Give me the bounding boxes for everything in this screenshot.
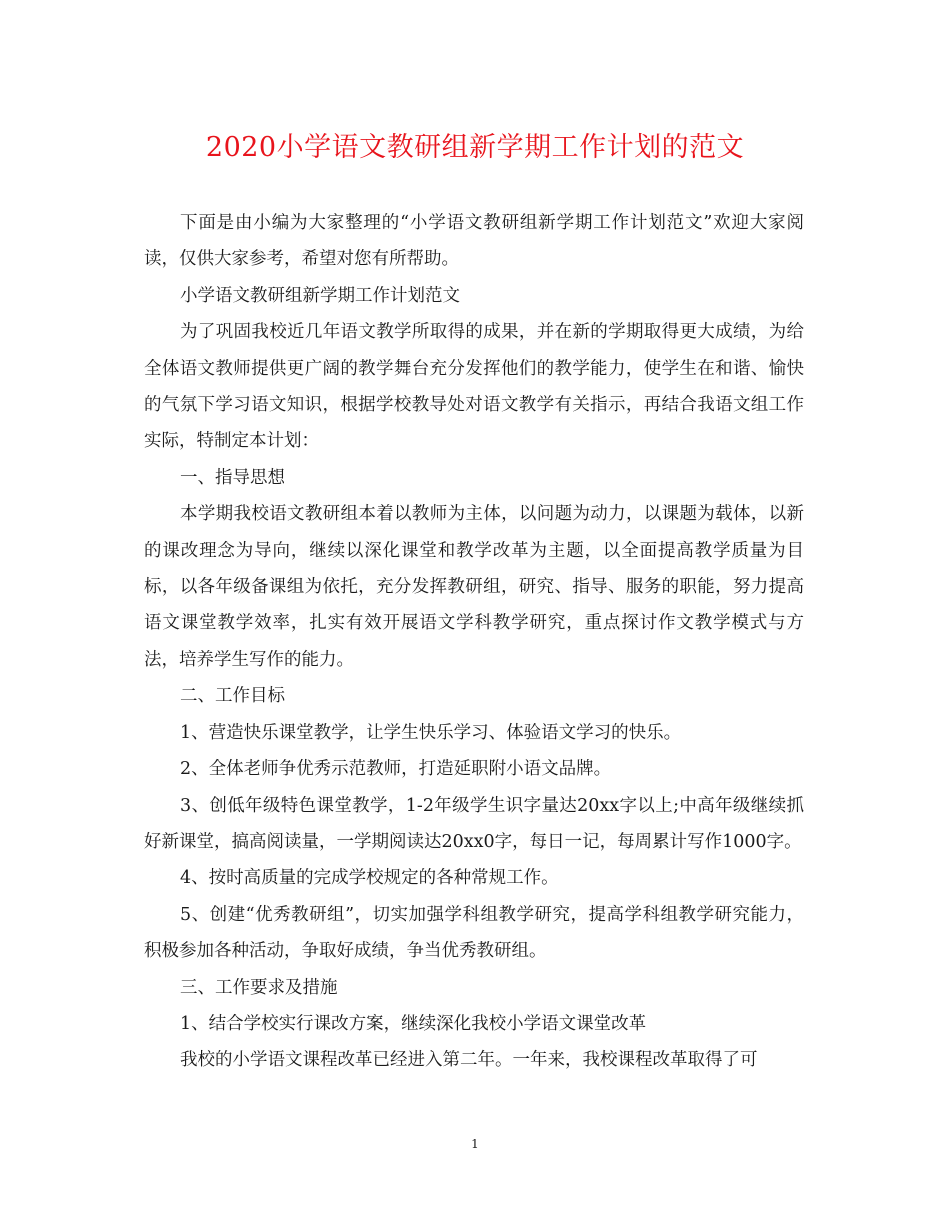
goal-item-4: 4、按时高质量的完成学校规定的各种常规工作。 xyxy=(180,868,559,889)
section-heading-work-goals: 二、工作目标 xyxy=(180,686,285,707)
requirement-item-1: 1、结合学校实行课改方案，继续深化我校小学语文课堂改革 xyxy=(180,1013,647,1034)
goal-item-1: 1、营造快乐课堂教学，让学生快乐学习、体验语文学习的快乐。 xyxy=(180,722,682,743)
page-number: 1 xyxy=(471,1137,479,1151)
section-heading-requirements: 三、工作要求及措施 xyxy=(180,977,338,998)
goal-item-3: 3、创低年级特色课堂教学，1-2年级学生识字量达20xx字以上;中高年级继续抓好新课堂，搞高阅读量，一学期阅读达20xx0字，每日一记，每周累计写作1000字。 xyxy=(144,795,804,852)
subtitle-paragraph: 小学语文教研组新学期工作计划范文 xyxy=(180,285,460,306)
goal-item-2: 2、全体老师争优秀示范教师，打造延职附小语文品牌。 xyxy=(180,759,612,780)
section-heading-guiding-ideology: 一、指导思想 xyxy=(180,467,285,488)
requirement-item-1-paragraph: 我校的小学语文课程改革已经进入第二年。一年来，我校课程改革取得了可 xyxy=(180,1050,758,1071)
document-body xyxy=(144,205,804,1079)
guiding-ideology-paragraph: 本学期我校语文教研组本着以教师为主体，以问题为动力，以课题为载体，以新的课改理念为导向，继续以深化课堂和教学改革为主题，以全面提高教学质量为目标，以各年级备课组为依托，充分发挥教研组，研究、指导、服务的职能，努力提高语文课堂教学效率，扎实有效开展语文学科教学研究，重点探讨作文教学模式与方法，培养学生写作的能力。 xyxy=(144,504,804,670)
goal-item-5: 5、创建“优秀教研组”，切实加强学科组教学研究，提高学科组教学研究能力，积极参加各种活动，争取好成绩，争当优秀教研组。 xyxy=(144,904,804,962)
preface-paragraph: 为了巩固我校近几年语文教学所取得的成果，并在新的学期取得更大成绩，为给全体语文教师提供更广阔的教学舞台充分发挥他们的教学能力，使学生在和谐、愉快的气氛下学习语文知识，根据学校教导处对语文教学有关指示，再结合我语文组工作实际，特制定本计划： xyxy=(144,322,804,452)
intro-paragraph: 下面是由小编为大家整理的“小学语文教研组新学期工作计划范文”欢迎大家阅读，仅供大家参考，希望对您有所帮助。 xyxy=(144,213,804,270)
document-title: 2020小学语文教研组新学期工作计划的范文 xyxy=(205,132,745,163)
